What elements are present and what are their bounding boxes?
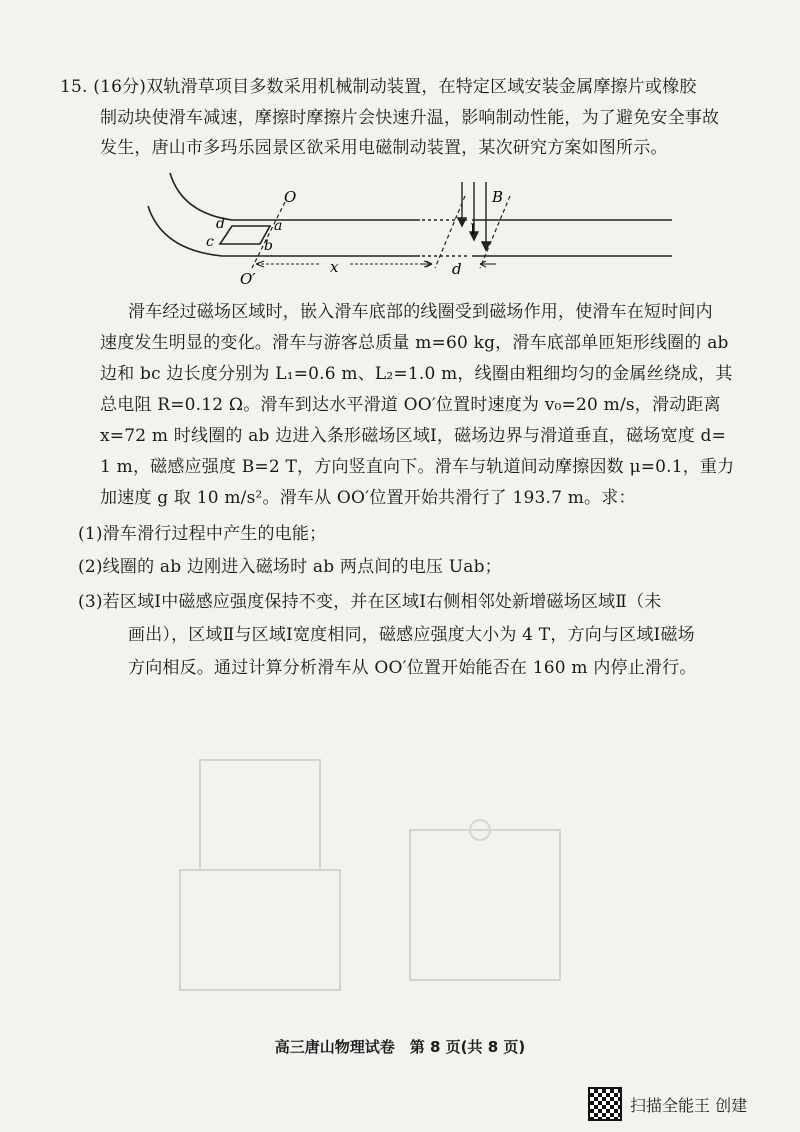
scanner-watermark bbox=[588, 1084, 778, 1124]
field-boundary-left bbox=[435, 196, 465, 268]
bleed-through-diagram bbox=[170, 740, 590, 1020]
body-line-1: 滑车经过磁场区域时，嵌入滑车底部的线圈受到磁场作用，使滑车在短时间内 bbox=[128, 302, 713, 322]
subquestion-3-line-1: (3)若区域Ⅰ中磁感应强度保持不变，并在区域Ⅰ右侧相邻处新增磁场区域Ⅱ（未 bbox=[78, 592, 662, 612]
coil-rectangle bbox=[220, 226, 270, 244]
track-magnetic-field-diagram bbox=[140, 168, 680, 288]
body-line-5: x=72 m 时线圈的 ab 边进入条形磁场区域Ⅰ，磁场边界与滑道垂直，磁场宽度 d= bbox=[100, 426, 727, 446]
label-o: O bbox=[284, 188, 297, 206]
body-line-6: 1 m，磁感应强度 B=2 T，方向竖直向下。滑车与轨道间动摩擦因数 μ=0.1，重力 bbox=[100, 457, 735, 477]
subquestion-2: (2)线圈的 ab 边刚进入磁场时 ab 两点间的电压 Uab； bbox=[78, 557, 502, 577]
label-a: a bbox=[274, 218, 283, 234]
subquestion-3-line-2: 画出），区域Ⅱ与区域Ⅰ宽度相同，磁感应强度大小为 4 T，方向与区域Ⅰ磁场 bbox=[128, 625, 695, 645]
label-region-i: I bbox=[470, 222, 476, 238]
label-d-width: d bbox=[452, 260, 462, 278]
qr-code-icon bbox=[588, 1087, 622, 1121]
question-line-1: 15. (16分)双轨滑草项目多数采用机械制动装置，在特定区域安装金属摩擦片或橡胶 bbox=[60, 77, 697, 97]
body-line-7: 加速度 g 取 10 m/s²。滑车从 OO′位置开始共滑行了 193.7 m。求： bbox=[100, 488, 636, 508]
label-d-corner: d bbox=[216, 216, 225, 232]
oo-prime-line bbox=[252, 202, 285, 268]
label-x: x bbox=[330, 258, 339, 276]
body-line-3: 边和 bc 边长度分别为 L₁=0.6 m、L₂=1.0 m，线圈由粗细均匀的金属丝绕成，其 bbox=[100, 364, 733, 384]
body-line-2: 速度发生明显的变化。滑车与游客总质量 m=60 kg，滑车底部单匝矩形线圈的 ab bbox=[100, 333, 729, 353]
label-b: b bbox=[264, 238, 273, 254]
question-line-3: 发生，唐山市多玛乐园景区欲采用电磁制动装置，某次研究方案如图所示。 bbox=[100, 138, 668, 158]
b-field-arrows bbox=[458, 182, 490, 250]
body-line-4: 总电阻 R=0.12 Ω。滑车到达水平滑道 OO′位置时速度为 v₀=20 m/s，滑动距离 bbox=[100, 395, 721, 415]
watermark-text: 扫描全能王 创建 bbox=[630, 1095, 748, 1115]
label-c: c bbox=[206, 234, 214, 250]
label-o-prime: O′ bbox=[240, 270, 256, 288]
track-lower-rail bbox=[148, 206, 420, 256]
x-dimension bbox=[256, 261, 432, 267]
page-footer: 高三唐山物理试卷 第 8 页(共 8 页) bbox=[274, 1038, 526, 1056]
subquestion-3-line-3: 方向相反。通过计算分析滑车从 OO′位置开始能否在 160 m 内停止滑行。 bbox=[128, 658, 697, 678]
question-line-2: 制动块使滑车减速，摩擦时摩擦片会快速升温，影响制动性能，为了避免安全事故 bbox=[100, 108, 720, 128]
field-boundary-right bbox=[480, 196, 510, 268]
subquestion-1: (1)滑车滑行过程中产生的电能； bbox=[78, 524, 327, 544]
label-b-field: B bbox=[492, 188, 504, 206]
